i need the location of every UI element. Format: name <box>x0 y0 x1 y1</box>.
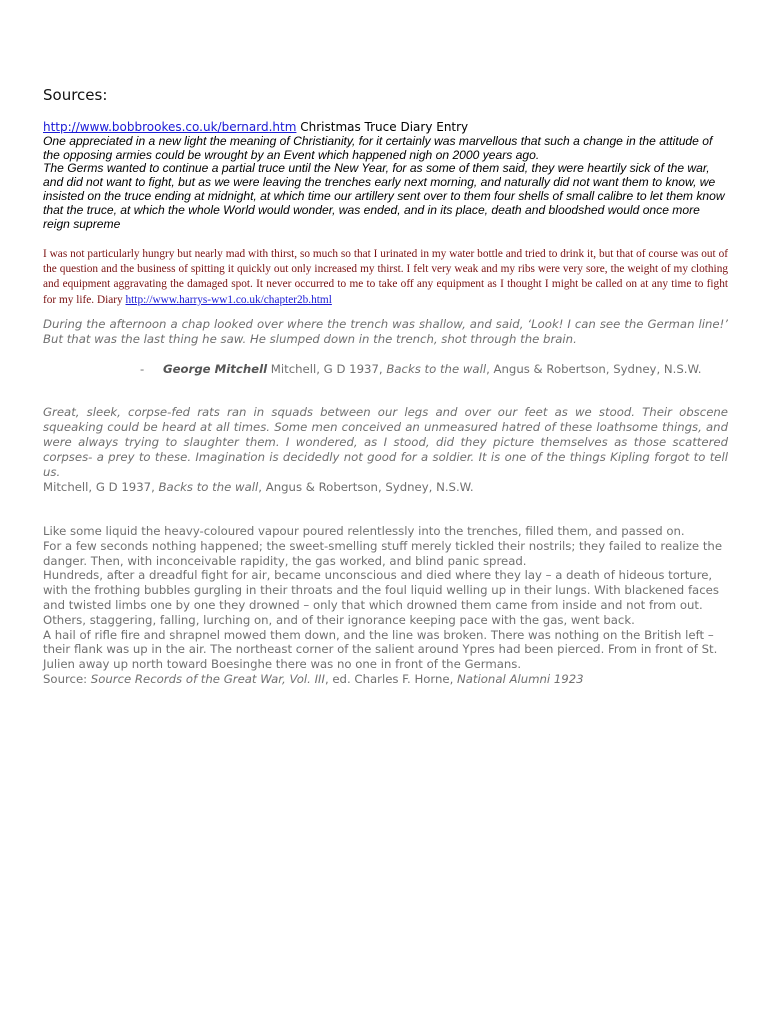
citation-author: George Mitchell <box>163 362 268 376</box>
rats-citation-text: Mitchell, G D 1937, <box>43 479 159 494</box>
gas-paragraph-1: Like some liquid the heavy-coloured vapour poured relentlessly into the trenches, filled them, and passed on. <box>43 524 685 538</box>
gas-paragraph-3: Hundreds, after a dreadful fight for air, became unconscious and died where they lay – a death of hideous torture, with the frothing bubbles gurgling in their throats and the foul liquid welling up in their lungs. With blackened faces and twisted limbs one by one they drowned – only that which drowned them came from inside and not from out. <box>43 568 719 612</box>
gas-source <box>43 672 728 687</box>
gas-source-editor: , ed. Charles F. Horne, <box>324 671 458 686</box>
diary-thirst-excerpt <box>43 247 728 308</box>
source-truce-diary <box>43 121 728 231</box>
source-header <box>43 121 728 135</box>
sources-heading: Sources: <box>43 86 108 104</box>
rats-citation-book: Backs to the wall <box>158 479 259 494</box>
source-title: Christmas Truce Diary Entry <box>296 120 469 134</box>
gas-paragraph-5: A hail of rifle fire and shrapnel mowed them down, and the line was broken. There was nothing on the British left – their flank was up in the air. The northeast corner of the salient around Ypres had been pierced. From in front of St. Julien away up north toward Boesinghe there was no one in front of the Germans. <box>43 627 718 672</box>
rats-citation-publisher: , Angus & Robertson, Sydney, N.S.W. <box>258 479 474 494</box>
rats-citation <box>43 480 728 495</box>
mitchell-citation <box>140 362 730 377</box>
diary-text: I was not particularly hungry but nearly mad with thirst, so much so that I urinated in my water bottle and tried to drink it, but that of course was out of the question and the business of spitting it quickly out only increased my thirst. I felt very weak and my ribs were very sore, the weight of my clothing and equipment aggravating the damaged spot. It never occurred to me to take off any equipment as I thought I might be called on at any time to fight for my life. Diary <box>43 248 728 306</box>
mitchell-quote-trench: During the afternoon a chap looked over where the trench was shallow, and said, ‘Look! I can see the German line!’ But that was the last thing he saw. He slumped down in the trench, shot through the brain. <box>43 317 728 347</box>
truce-paragraph-2: The Germs wanted to continue a partial truce until the New Year, for as some of them said, they were heartily sick of the war, and did not want to fight, but as we were leaving the trenches early next morning, and naturally did not want them to know, we insisted on the truce ending at midnight, at which time our artillery sent over to them four shells of small calibre to let them know that the truce, at which the whole World would wonder, was ended, and in its place, death and bloodshed would once more reign supreme <box>43 161 725 231</box>
truce-paragraph-1: One appreciated in a new light the meaning of Christianity, for it certainly was marvellous that such a change in the attitude of the opposing armies could be wrought by an Event which happened nigh on 2000 years ago. <box>43 133 713 162</box>
mitchell-quote-rats <box>43 405 728 494</box>
source-link-bobbrookes[interactable]: http://www.bobbrookes.co.uk/bernard.htm <box>43 120 297 134</box>
gas-paragraph-4: Others, staggering, falling, lurching on, and of their ignorance keeping pace with the gas, went back. <box>43 612 635 627</box>
citation-dash: - <box>140 362 145 376</box>
gas-source-publisher: National Alumni 1923 <box>457 671 584 686</box>
citation-publisher: , Angus & Robertson, Sydney, N.S.W. <box>486 362 702 376</box>
citation-text: Mitchell, G D 1937, <box>267 362 387 376</box>
source-link-harrys-ww1[interactable]: http://www.harrys-ww1.co.uk/chapter2b.html <box>125 293 332 306</box>
gas-source-title: Source Records of the Great War, Vol. III <box>90 671 325 686</box>
gas-paragraph-2: For a few seconds nothing happened; the sweet-smelling stuff merely tickled their nostrils; they failed to realize the danger. Then, with inconceivable rapidity, the gas worked, and blind panic spread. <box>43 538 723 568</box>
rats-quote: Great, sleek, corpse-fed rats ran in squads between our legs and over our feet as we stood. Their obscene squeaking could be heard at all times. Some men conceived an unmeasured hatred of these loathsome things, and were always trying to slaughter them. I wondered, as I stood, did they picture themselves as those scattered corpses- a prey to these. Imagination is decidedly not good for a soldier. It is one of the things Kipling forgot to tell us. <box>43 405 728 479</box>
citation-book: Backs to the wall <box>386 362 487 376</box>
gas-source-label: Source: <box>43 671 91 686</box>
gas-attack-excerpt <box>43 524 728 687</box>
